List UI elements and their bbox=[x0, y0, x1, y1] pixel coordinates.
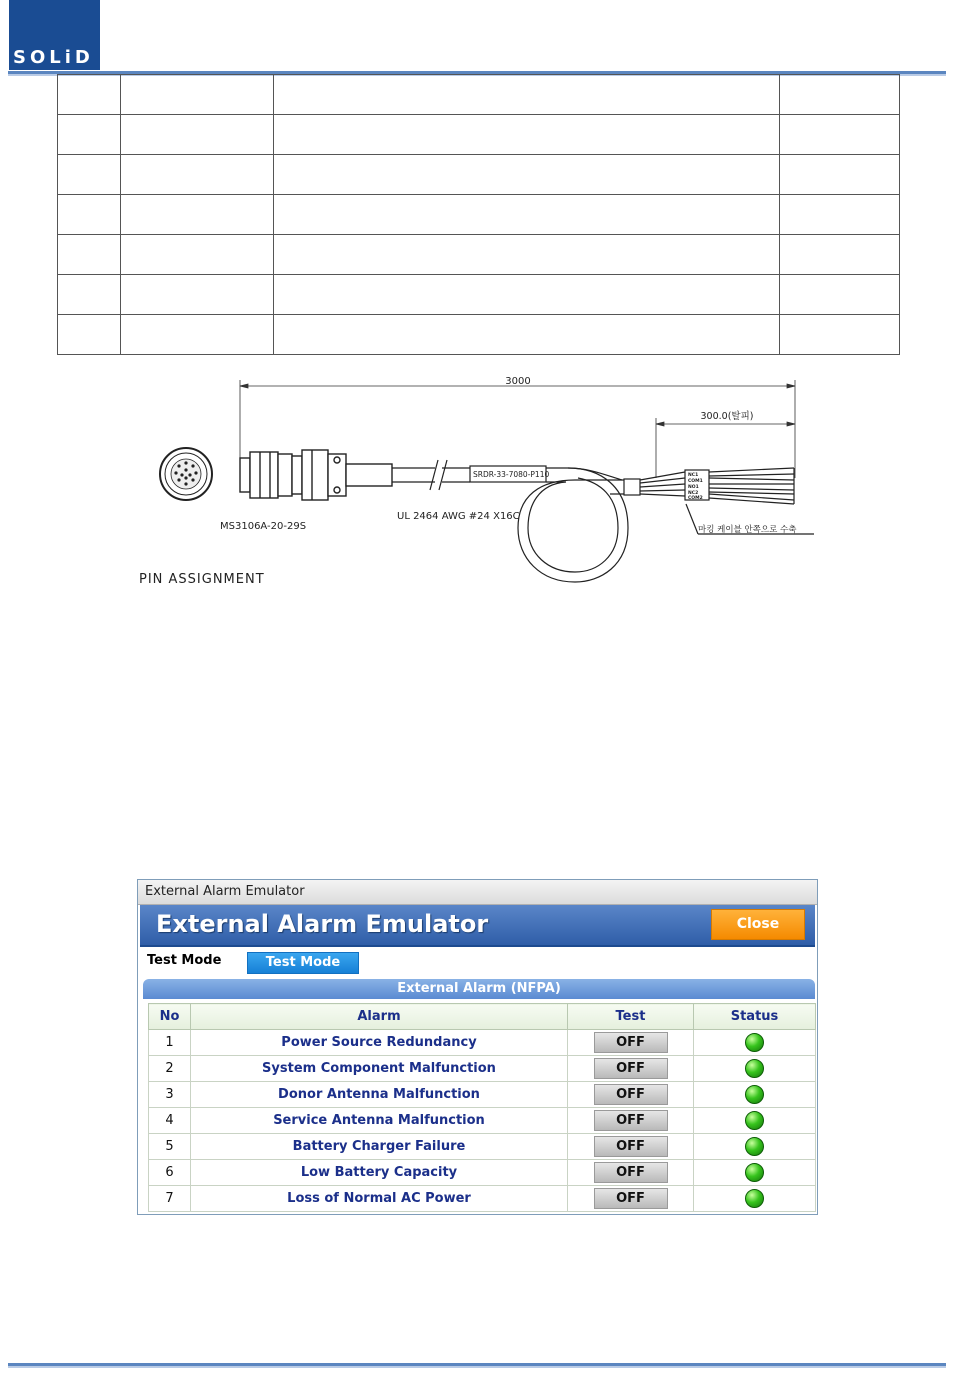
table-row bbox=[149, 1160, 816, 1186]
table-row bbox=[58, 75, 900, 115]
test-mode-button[interactable]: Test Mode bbox=[247, 952, 359, 974]
test-toggle-button[interactable]: OFF bbox=[594, 1058, 668, 1079]
table-row bbox=[149, 1056, 816, 1082]
page-title: External Alarm Emulator bbox=[156, 910, 489, 938]
spec-table bbox=[57, 74, 900, 355]
table-row bbox=[149, 1082, 816, 1108]
test-toggle-button[interactable]: OFF bbox=[594, 1110, 668, 1131]
column-header-no: No bbox=[149, 1004, 191, 1030]
close-button[interactable]: Close bbox=[711, 909, 805, 940]
column-header-status: Status bbox=[694, 1004, 816, 1030]
status-led-icon bbox=[745, 1033, 764, 1052]
cable-drawing bbox=[130, 368, 830, 588]
status-led-icon bbox=[745, 1137, 764, 1156]
status-led-icon bbox=[745, 1189, 764, 1208]
table-row bbox=[58, 155, 900, 195]
column-header-alarm: Alarm bbox=[191, 1004, 568, 1030]
strip-length-label: 300.0(탈피) bbox=[700, 411, 754, 422]
connector-part-label: MS3106A-20-29S bbox=[220, 521, 307, 532]
mode-row bbox=[138, 947, 817, 979]
test-toggle-button[interactable]: OFF bbox=[594, 1162, 668, 1183]
pin-assignment-label: PIN ASSIGNMENT bbox=[139, 572, 265, 587]
status-led-icon bbox=[745, 1163, 764, 1182]
table-row bbox=[149, 1186, 816, 1212]
wire-tag: NO1 bbox=[688, 485, 699, 490]
alarm-name: System Component Malfunction bbox=[191, 1056, 568, 1082]
test-toggle-button[interactable]: OFF bbox=[594, 1032, 668, 1053]
solid-logo bbox=[9, 0, 100, 70]
row-number: 1 bbox=[149, 1030, 191, 1056]
column-header-test: Test bbox=[568, 1004, 694, 1030]
status-led-icon bbox=[745, 1059, 764, 1078]
wire-tag: COM2 bbox=[688, 496, 703, 501]
wire-tag: NC1 bbox=[688, 473, 699, 478]
section-title: External Alarm (NFPA) bbox=[143, 979, 815, 999]
alarm-table bbox=[148, 1003, 816, 1212]
wire-tag: COM1 bbox=[688, 479, 703, 484]
alarm-name: Low Battery Capacity bbox=[191, 1160, 568, 1186]
test-toggle-button[interactable]: OFF bbox=[594, 1136, 668, 1157]
table-row bbox=[58, 115, 900, 155]
test-toggle-button[interactable]: OFF bbox=[594, 1084, 668, 1105]
alarm-name: Donor Antenna Malfunction bbox=[191, 1082, 568, 1108]
alarm-name: Battery Charger Failure bbox=[191, 1134, 568, 1160]
table-row bbox=[58, 315, 900, 355]
table-row bbox=[149, 1030, 816, 1056]
table-header-row bbox=[149, 1004, 816, 1030]
table-row bbox=[149, 1134, 816, 1160]
status-led-icon bbox=[745, 1085, 764, 1104]
table-row bbox=[58, 275, 900, 315]
test-mode-label: Test Mode bbox=[147, 953, 222, 968]
table-row bbox=[58, 235, 900, 275]
table-row bbox=[58, 195, 900, 235]
row-number: 2 bbox=[149, 1056, 191, 1082]
row-number: 4 bbox=[149, 1108, 191, 1134]
row-number: 5 bbox=[149, 1134, 191, 1160]
row-number: 6 bbox=[149, 1160, 191, 1186]
status-led-icon bbox=[745, 1111, 764, 1130]
row-number: 3 bbox=[149, 1082, 191, 1108]
connector-side-view bbox=[240, 450, 392, 500]
cable-spec-label: UL 2464 AWG #24 X16C bbox=[397, 511, 520, 522]
alarm-name: Loss of Normal AC Power bbox=[191, 1186, 568, 1212]
wire-tag: NC2 bbox=[688, 491, 699, 496]
table-row bbox=[149, 1108, 816, 1134]
logo-text: SOLiD bbox=[13, 47, 94, 68]
cable-label: SRDR-33-7080-P110 bbox=[473, 470, 550, 479]
overall-length-label: 3000 bbox=[505, 376, 531, 387]
window-header bbox=[140, 905, 815, 947]
test-toggle-button[interactable]: OFF bbox=[594, 1188, 668, 1209]
window-title: External Alarm Emulator bbox=[138, 880, 817, 905]
drawing-note: 마킹 케이블 안쪽으로 수축 bbox=[698, 525, 797, 535]
external-alarm-emulator-window bbox=[137, 879, 818, 1215]
alarm-name: Power Source Redundancy bbox=[191, 1030, 568, 1056]
alarm-name: Service Antenna Malfunction bbox=[191, 1108, 568, 1134]
row-number: 7 bbox=[149, 1186, 191, 1212]
connector-end-view bbox=[160, 448, 212, 500]
footer-rule-light bbox=[8, 1366, 946, 1368]
